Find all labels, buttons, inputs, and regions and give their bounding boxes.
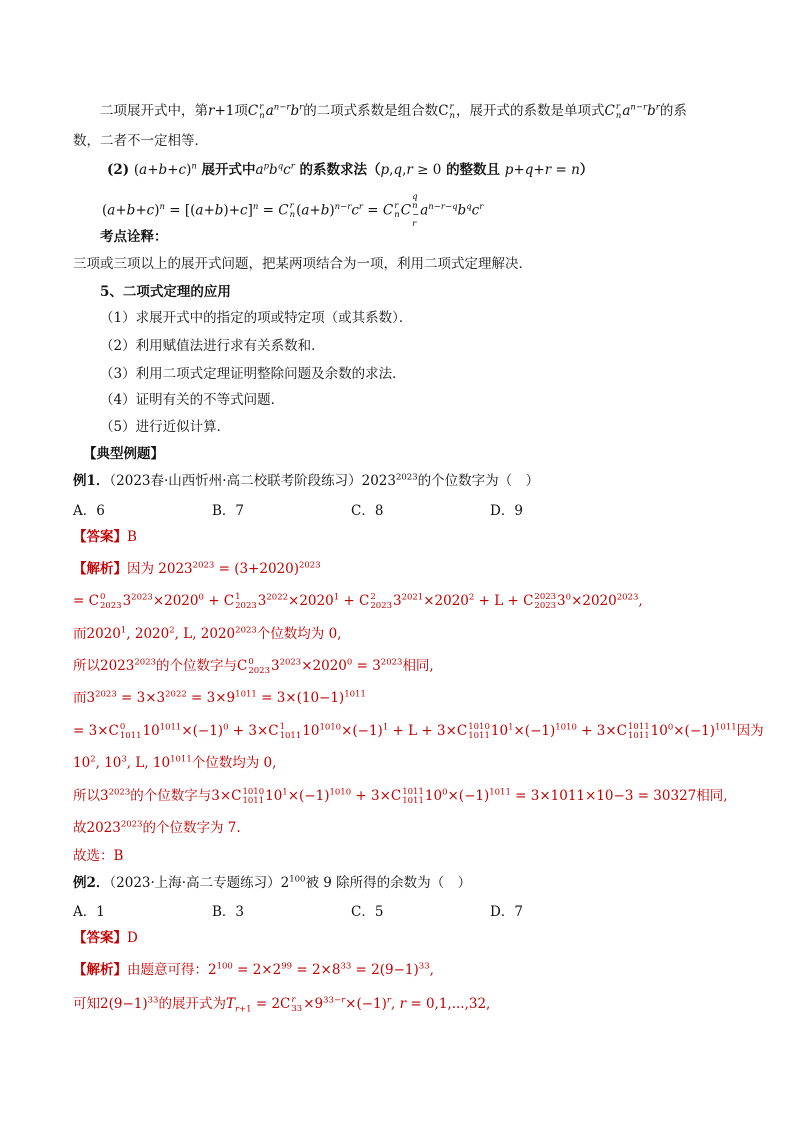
example-2-question: 例2．（2023·上海·高二专题练习）$2^{100}$被 9 除所得的余数为（ ） — [73, 874, 472, 891]
section-5-heading: 5、二项式定理的应用 — [100, 284, 231, 300]
example-2-solution-line1: 【解析】由题意可得：$2^{100} = 2\times 2^{99} = 2\times 8^{33} = 2(9-1)^{33}$, — [73, 961, 434, 978]
trinomial-formula: $(a+b+c)^n = [(a+b)+c]^n = C$ r n $(a+b)^{n-r}c^r = C$ r n C q n − r $a^{n-r-q}b^qc^r$ — [102, 192, 484, 229]
example-1-solution-line8: 所以$3^{2023}$的个位数字与3×C 1010 1011 $10^1\times(-1)^{1010} + 3\times C$ 1011 1011 $10^0\times(-1)^{1011} = 3\times 1011\times 10-3 = 30327$相同, — [73, 786, 728, 806]
example-2-solution-line2: 可知$2(9-1)^{33}$的展开式为$T_{r+1} = 2C$ r 33 $\times 9^{33-r}\times(-1)^r$, r = 0,1,...,32, — [73, 994, 491, 1015]
app-item-4: （4）证明有关的不等式问题． — [100, 392, 285, 408]
typical-examples-heading: 【典型例题】 — [83, 446, 164, 462]
option-b: B．3 — [212, 904, 245, 920]
example-1-solution-line7: $10^2$, $10^3$, L, $10^{1011}$个位数均为 0, — [73, 754, 277, 771]
option-d: D．9 — [490, 503, 523, 519]
para1-line1: 二项展开式中，第r+1项C r n $a^{n-r}b^r$的二项式系数是组合数C r n ，展开式的系数是单项式C r n $a^{n-r}b^r$的系 — [100, 101, 687, 121]
app-item-5: （5）进行近似计算． — [100, 419, 231, 435]
option-b: B．7 — [212, 503, 245, 519]
kaodian-text: 三项或三项以上的展开式问题，把某两项结合为一项，利用二项式定理解决． — [73, 256, 532, 272]
option-d: D．7 — [490, 904, 523, 920]
example-1-solution-line1: 【解析】因为 $2023^{2023} = (3+2020)^{2023}$ — [73, 560, 321, 577]
example-2-options — [73, 900, 633, 920]
example-1-answer: 【答案】B — [73, 529, 137, 545]
example-1-question: 例1．（2023春·山西忻州·高二校联考阶段练习）$2023^{2023}$的个位数字为（ ） — [73, 472, 540, 489]
app-item-1: （1）求展开式中的指定的项或特定项（或其系数）． — [100, 310, 413, 326]
option-a: A．6 — [73, 503, 105, 519]
example-1-conclusion: 故选：B — [73, 848, 124, 864]
option-c: C．5 — [351, 904, 384, 920]
app-item-2: （2）利用赋值法进行求有关系数和． — [100, 338, 325, 354]
example-1-options — [73, 499, 633, 519]
option-a: A．1 — [73, 904, 105, 920]
example-1-solution-line6: = 3×C 0 1011 $10^{1011}\times(-1)^0 + 3\times C$ 1 1011 $10^{1010}\times(-1)^1 + L + 3\times C$ 1010 1011 $10^1\times(-1)^{1010} + 3\times C$ 1011 1011 $10^0\times(-1)^{1011}$因为 — [73, 721, 764, 741]
section-2-heading: (2) $(a+b+c)^n$ 展开式中$a^pb^qc^r$ 的系数求法（p,q,r ≥ 0 的整数且 p+q+r = n） — [107, 161, 594, 178]
example-2-answer: 【答案】D — [73, 930, 138, 946]
kaodian-label: 考点诠释： — [100, 229, 168, 245]
example-1-solution-line9: 故$2023^{2023}$的个位数字为 7. — [73, 819, 241, 836]
example-1-solution-line3: 而2020$^1$, 2020$^2$, L, $2020^{2023}$个位数均为 0, — [73, 625, 342, 642]
example-1-solution-line4: 所以$2023^{2023}$的个位数字与C 0 2023 $3^{2023}\times 2020^0 = 3^{2023}$相同, — [73, 656, 434, 676]
example-1-solution-line5: 而$3^{2023} = 3\times 3^{2022} = 3\times 9^{1011} = 3\times(10-1)^{1011}$ — [73, 689, 366, 706]
example-1-solution-line2: = C 0 2023 $3^{2023}\times 2020^0 + C$ 1 2023 $3^{2022}\times 2020^1 + C$ 2 2023 $3^{2021}\times 2020^2 + L + C$ 2023 2023 $3^0\times 2020^{2023}$, — [73, 591, 643, 611]
option-c: C．8 — [351, 503, 384, 519]
para1-line2: 数，二者不一定相等． — [73, 133, 208, 149]
app-item-3: （3）利用二项式定理证明整除问题及余数的求法． — [100, 366, 406, 382]
